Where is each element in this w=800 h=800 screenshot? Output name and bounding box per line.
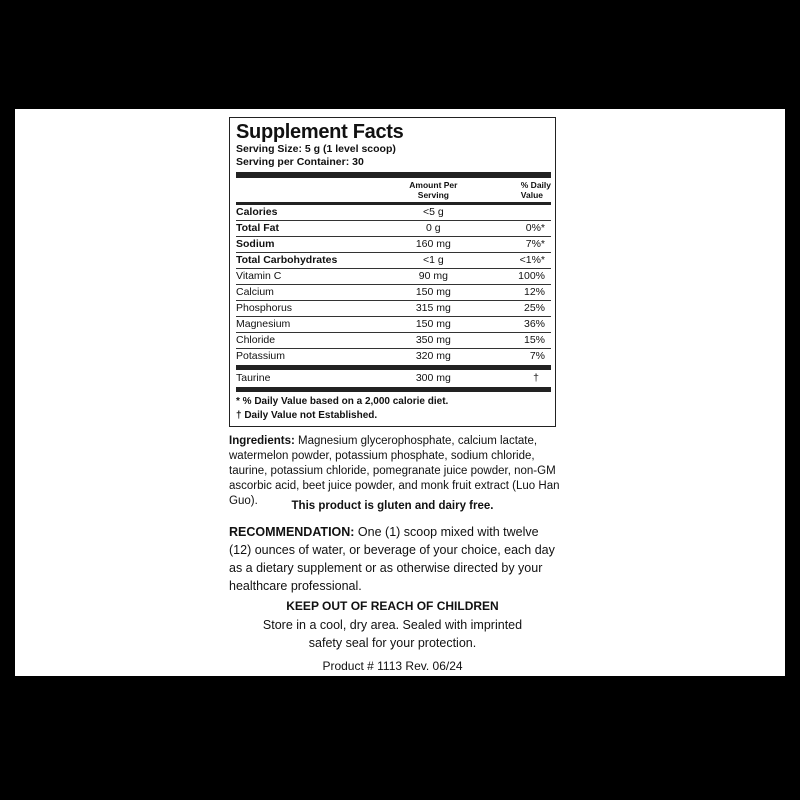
amount-header-line2: Serving bbox=[417, 190, 449, 200]
footnote-not-established: † Daily Value not Established. bbox=[236, 410, 378, 421]
nutrient-amount: 150 mg bbox=[415, 286, 451, 298]
storage-instructions bbox=[229, 616, 556, 652]
nutrient-name: Sodium bbox=[236, 238, 275, 250]
footnote-daily-value: * % Daily Value based on a 2,000 calorie diet. bbox=[236, 396, 449, 407]
children-warning: KEEP OUT OF REACH OF CHILDREN bbox=[286, 599, 499, 613]
recommendation-label: RECOMMENDATION: bbox=[229, 525, 355, 539]
nutrient-amount: 300 mg bbox=[415, 372, 451, 384]
nutrient-amount: 320 mg bbox=[415, 350, 451, 362]
nutrient-amount: 90 mg bbox=[418, 270, 448, 282]
recommendation-text bbox=[229, 523, 564, 595]
nutrient-name: Chloride bbox=[236, 334, 276, 346]
nutrient-row bbox=[236, 221, 551, 237]
dv-header bbox=[471, 180, 551, 200]
nutrient-dv: 25% bbox=[523, 302, 545, 314]
nutrient-dv: 12% bbox=[523, 286, 545, 298]
dv-header-line2: Value bbox=[520, 190, 544, 200]
nutrient-dv: 7% bbox=[529, 350, 545, 362]
nutrient-name: Total Carbohydrates bbox=[236, 254, 338, 266]
nutrient-amount: 350 mg bbox=[415, 334, 451, 346]
facts-title: Supplement Facts bbox=[236, 121, 404, 143]
nutrient-dv: 15% bbox=[523, 334, 545, 346]
nutrient-name: Total Fat bbox=[236, 222, 279, 234]
nutrient-dv: <1%* bbox=[519, 254, 545, 266]
nutrient-row bbox=[236, 317, 551, 333]
nutrient-amount: <1 g bbox=[422, 254, 444, 266]
nutrient-row bbox=[236, 205, 551, 221]
dv-header-line1: % Daily bbox=[520, 180, 552, 190]
serving-size: Serving Size: 5 g (1 level scoop) bbox=[236, 143, 396, 155]
ingredients-list: Magnesium glycerophosphate, calcium lactate, watermelon powder, potassium phosphate, sodium chloride, taurine, potassium chloride, pomegranate juice powder, non-GM ascorbic acid, beet juice powder, and monk fruit extract (Luo Han Guo). bbox=[229, 435, 560, 507]
nutrient-amount: 0 g bbox=[426, 222, 441, 234]
nutrient-row-taurine bbox=[236, 370, 551, 386]
nutrient-row bbox=[236, 349, 551, 364]
footer-divider bbox=[236, 387, 551, 392]
nutrient-dv bbox=[471, 205, 551, 220]
storage-line1: Store in a cool, dry area. Sealed with imprinted bbox=[262, 618, 523, 632]
nutrient-rows bbox=[236, 205, 551, 364]
product-code: Product # 1113 Rev. 06/24 bbox=[322, 659, 463, 673]
nutrient-row bbox=[236, 253, 551, 269]
ingredients-label: Ingredients: bbox=[229, 435, 295, 447]
nutrient-dv: 0%* bbox=[525, 222, 545, 234]
amount-header-line1: Amount Per bbox=[409, 180, 458, 190]
nutrient-name: Calories bbox=[236, 206, 278, 218]
nutrient-amount: 315 mg bbox=[415, 302, 451, 314]
gluten-note: This product is gluten and dairy free. bbox=[291, 500, 494, 512]
servings-per-container: Serving per Container: 30 bbox=[236, 156, 364, 168]
nutrient-dv: † bbox=[533, 372, 539, 384]
nutrient-row bbox=[236, 301, 551, 317]
nutrient-name: Phosphorus bbox=[236, 302, 293, 314]
nutrient-row bbox=[236, 285, 551, 301]
nutrient-name: Taurine bbox=[236, 372, 271, 384]
nutrient-name: Vitamin C bbox=[236, 270, 282, 282]
nutrient-row bbox=[236, 237, 551, 253]
nutrient-amount: <5 g bbox=[422, 206, 444, 218]
amount-header bbox=[396, 180, 472, 200]
nutrient-name: Calcium bbox=[236, 286, 274, 298]
nutrient-dv: 36% bbox=[523, 318, 545, 330]
nutrient-dv: 100% bbox=[518, 270, 545, 282]
nutrient-name: Potassium bbox=[236, 350, 286, 362]
nutrient-amount: 160 mg bbox=[415, 238, 451, 250]
nutrient-name: Magnesium bbox=[236, 318, 291, 330]
facts-header-row bbox=[236, 178, 551, 202]
nutrient-row bbox=[236, 333, 551, 349]
storage-line2: safety seal for your protection. bbox=[308, 636, 477, 650]
nutrient-row bbox=[236, 269, 551, 285]
nutrient-dv: 7%* bbox=[525, 238, 545, 250]
recommendation-body: One (1) scoop mixed with twelve (12) ounces of water, or beverage of your choice, each day as a dietary supplement or as otherwise directed by your healthcare professional. bbox=[229, 525, 555, 593]
ingredients-text bbox=[229, 434, 574, 509]
nutrient-amount: 150 mg bbox=[415, 318, 451, 330]
supplement-facts-box bbox=[229, 117, 556, 427]
